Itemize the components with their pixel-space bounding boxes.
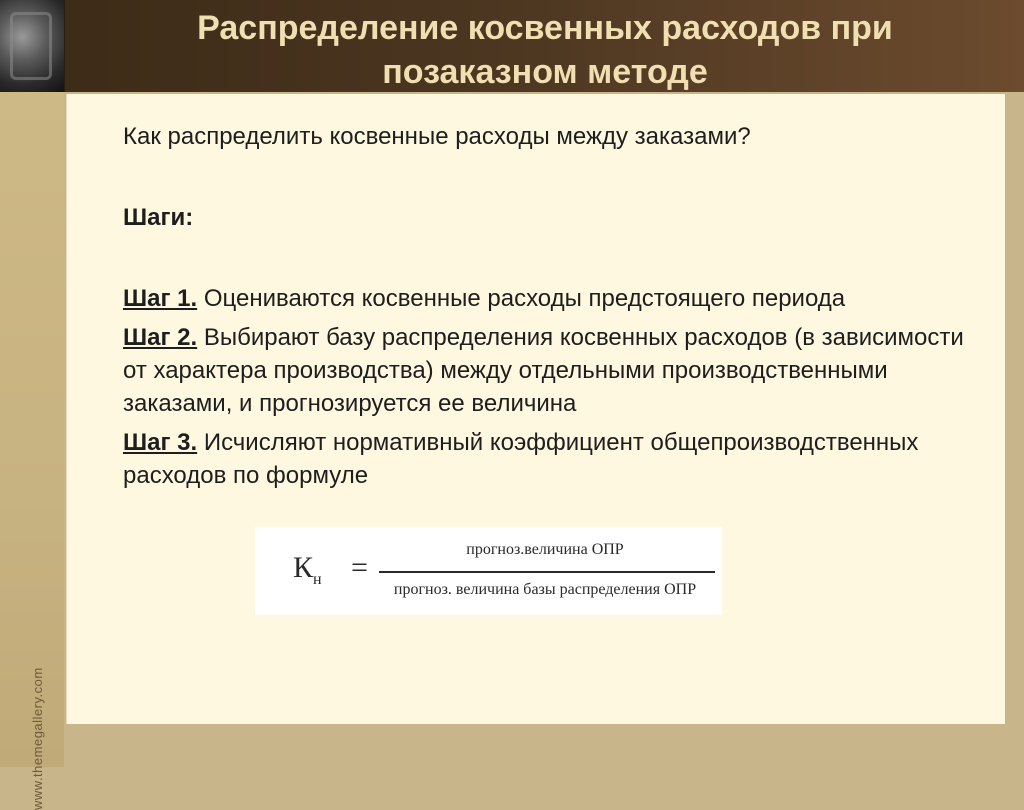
formula-k: К <box>293 551 314 584</box>
step-text: Выбирают базу распределения косвенных расходов (в зависимости от характера производства) между отдельными производственными заказами, и прогнозируется ее величина <box>123 324 964 417</box>
header-photo <box>0 0 65 92</box>
slide-title <box>80 6 1010 94</box>
step-3 <box>123 426 993 492</box>
formula-denominator: прогноз. величина базы распределения ОПР <box>393 581 697 598</box>
fraction-bar <box>379 571 715 573</box>
title-line-2: позаказном методе <box>382 53 708 91</box>
slide-content <box>66 94 1005 724</box>
question: Как распределить косвенные расходы между заказами? <box>123 123 751 150</box>
left-strip <box>0 92 64 810</box>
formula-subscript: н <box>313 571 322 588</box>
formula-symbol <box>293 551 322 589</box>
step-2 <box>123 321 993 420</box>
step-text: Исчисляют нормативный коэффициент общепроизводственных расходов по формуле <box>123 429 919 489</box>
step-label: Шаг 1. <box>123 285 198 312</box>
slide-header <box>0 0 1024 92</box>
title-line-1: Распределение косвенных расходов при <box>197 9 893 47</box>
step-1 <box>123 282 993 315</box>
formula <box>255 527 722 615</box>
formula-numerator: прогноз.величина ОПР <box>466 541 624 558</box>
steps-title: Шаги: <box>123 204 194 231</box>
step-label: Шаг 3. <box>123 429 198 456</box>
step-label: Шаг 2. <box>123 324 198 351</box>
step-text: Оцениваются косвенные расходы предстоящего периода <box>197 285 846 312</box>
formula-equals: = <box>351 551 368 584</box>
watermark: www.themegallery.com <box>30 667 45 810</box>
slide-text <box>123 120 993 492</box>
